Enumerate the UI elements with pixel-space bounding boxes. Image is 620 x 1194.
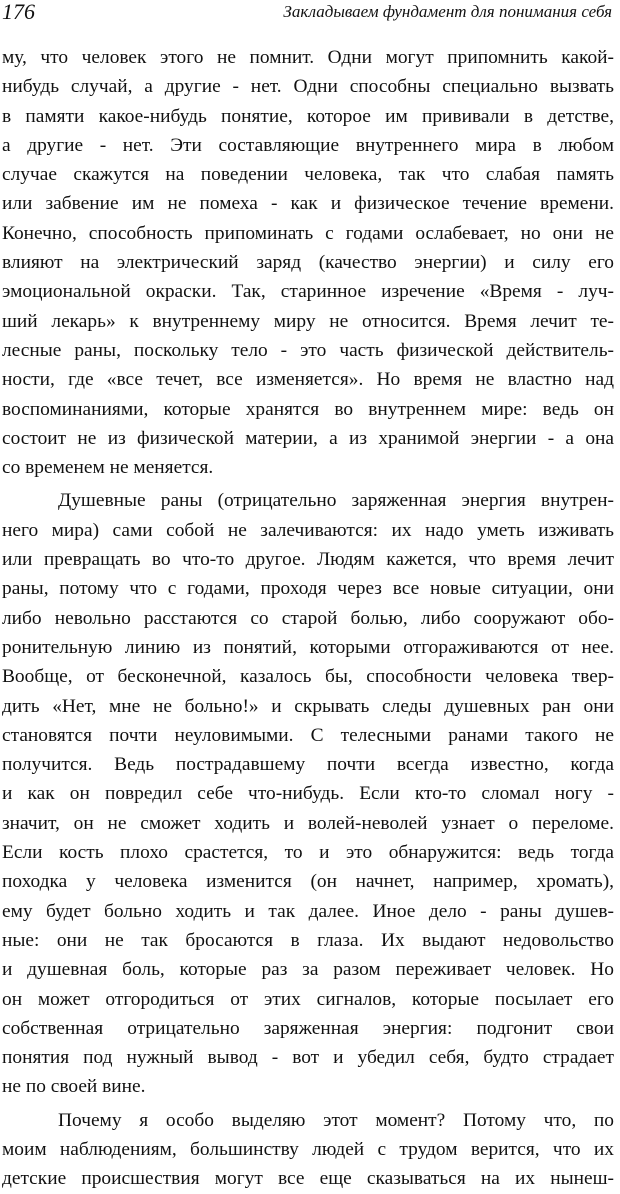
text-line: походка у человека изменится (он начнет, например, хромать), xyxy=(2,871,614,893)
text-line: ности, где «все течет, все изменяется». Но время не властно над xyxy=(2,369,614,391)
text-line: или превращать во что-то другое. Людям кажется, что время лечит xyxy=(2,549,614,571)
text-line: детские происшествия могут все еще сказываться на их нынеш- xyxy=(2,1168,614,1190)
paragraph xyxy=(2,1106,614,1194)
text-line: влияют на электрический заряд (качество энергии) и силу его xyxy=(2,252,614,274)
text-line: значит, он не сможет ходить и волей-неволей узнает о переломе. xyxy=(2,812,614,834)
text-line: му, что человек этого не помнит. Одни могут припомнить какой- xyxy=(2,47,614,68)
running-title: Закладываем фундамент для понимания себя xyxy=(283,2,612,21)
text-line: ему будет больно ходить и так далее. Иное дело - раны душев- xyxy=(2,900,614,922)
text-line: Душевные раны (отрицательно заряженная энергия внутрен- xyxy=(58,490,614,512)
text-line: лесные раны, поскольку тело - это часть физической действитель- xyxy=(2,339,614,361)
text-line: в памяти какое-нибудь понятие, которое им прививали в детстве, xyxy=(2,105,614,127)
paragraph xyxy=(2,43,614,482)
text-line: состоит не из физической материи, а из хранимой энергии - а она xyxy=(2,427,614,449)
text-line: Если кость плохо срастется, то и это обнаружится: ведь тогда xyxy=(2,842,614,864)
text-line: и душевная боль, которые раз за разом переживает человек. Но xyxy=(2,959,614,981)
text-line: он может отгородиться от этих сигналов, которые посылает его xyxy=(2,988,614,1010)
text-line: получится. Ведь пострадавшему почти всегда известно, когда xyxy=(2,754,614,776)
text-line: нибудь случай, а другие - нет. Одни способны специально вызвать xyxy=(2,76,614,98)
text-line: Конечно, способность припоминать с годами ослабевает, но они не xyxy=(2,222,614,244)
text-line: него мира) сами собой не залечиваются: их надо уметь изживать xyxy=(2,519,614,541)
text-line: становятся почти неуловимыми. С телесными ранами такого не xyxy=(2,724,614,746)
page-header xyxy=(0,0,612,26)
text-line: ные: они не так бросаются в глаза. Их выдают недовольство xyxy=(2,929,614,951)
text-line: раны, потому что с годами, проходя через все новые ситуации, они xyxy=(2,578,614,600)
paragraph xyxy=(2,486,614,1101)
text-line: и как он повредил себе что-нибудь. Если кто-то сломал ногу - xyxy=(2,783,614,805)
page-number: 176 xyxy=(2,0,35,24)
text-line: собственная отрицательно заряженная энергия: подгонит свои xyxy=(2,1017,614,1039)
text-line: со временем не меняется. xyxy=(2,457,214,479)
text-line: эмоциональной окраски. Так, старинное изречение «Время - луч- xyxy=(2,281,614,303)
text-line: случае скажутся на поведении человека, так что слабая память xyxy=(2,164,614,186)
text-line: а другие - нет. Эти составляющие внутреннего мира в любом xyxy=(2,134,614,156)
text-line: не по своей вине. xyxy=(2,1076,146,1098)
text-line: либо невольно расстаются со старой болью, либо сооружают обо- xyxy=(2,607,614,629)
text-line: моим наблюдениям, большинству людей с трудом верится, что их xyxy=(2,1138,614,1160)
text-line: Почему я особо выделяю этот момент? Потому что, по xyxy=(58,1109,614,1131)
body-text xyxy=(2,43,614,1194)
text-line: понятия под нужный вывод - вот и убедил себя, будто страдает xyxy=(2,1047,614,1069)
text-line: ронительную линию из понятий, которыми отгораживаются от нее. xyxy=(2,636,614,658)
text-line: или забвение им не помеха - как и физическое течение времени. xyxy=(2,193,614,215)
text-line: воспоминаниями, которые хранятся во внутреннем мире: ведь он xyxy=(2,398,614,420)
text-line: дить «Нет, мне не больно!» и скрывать следы душевных ран они xyxy=(2,695,614,717)
text-line: ший лекарь» к внутреннему миру не относится. Время лечит те- xyxy=(2,310,614,332)
text-line: Вообще, от бесконечной, казалось бы, способности человека твер- xyxy=(2,666,614,688)
